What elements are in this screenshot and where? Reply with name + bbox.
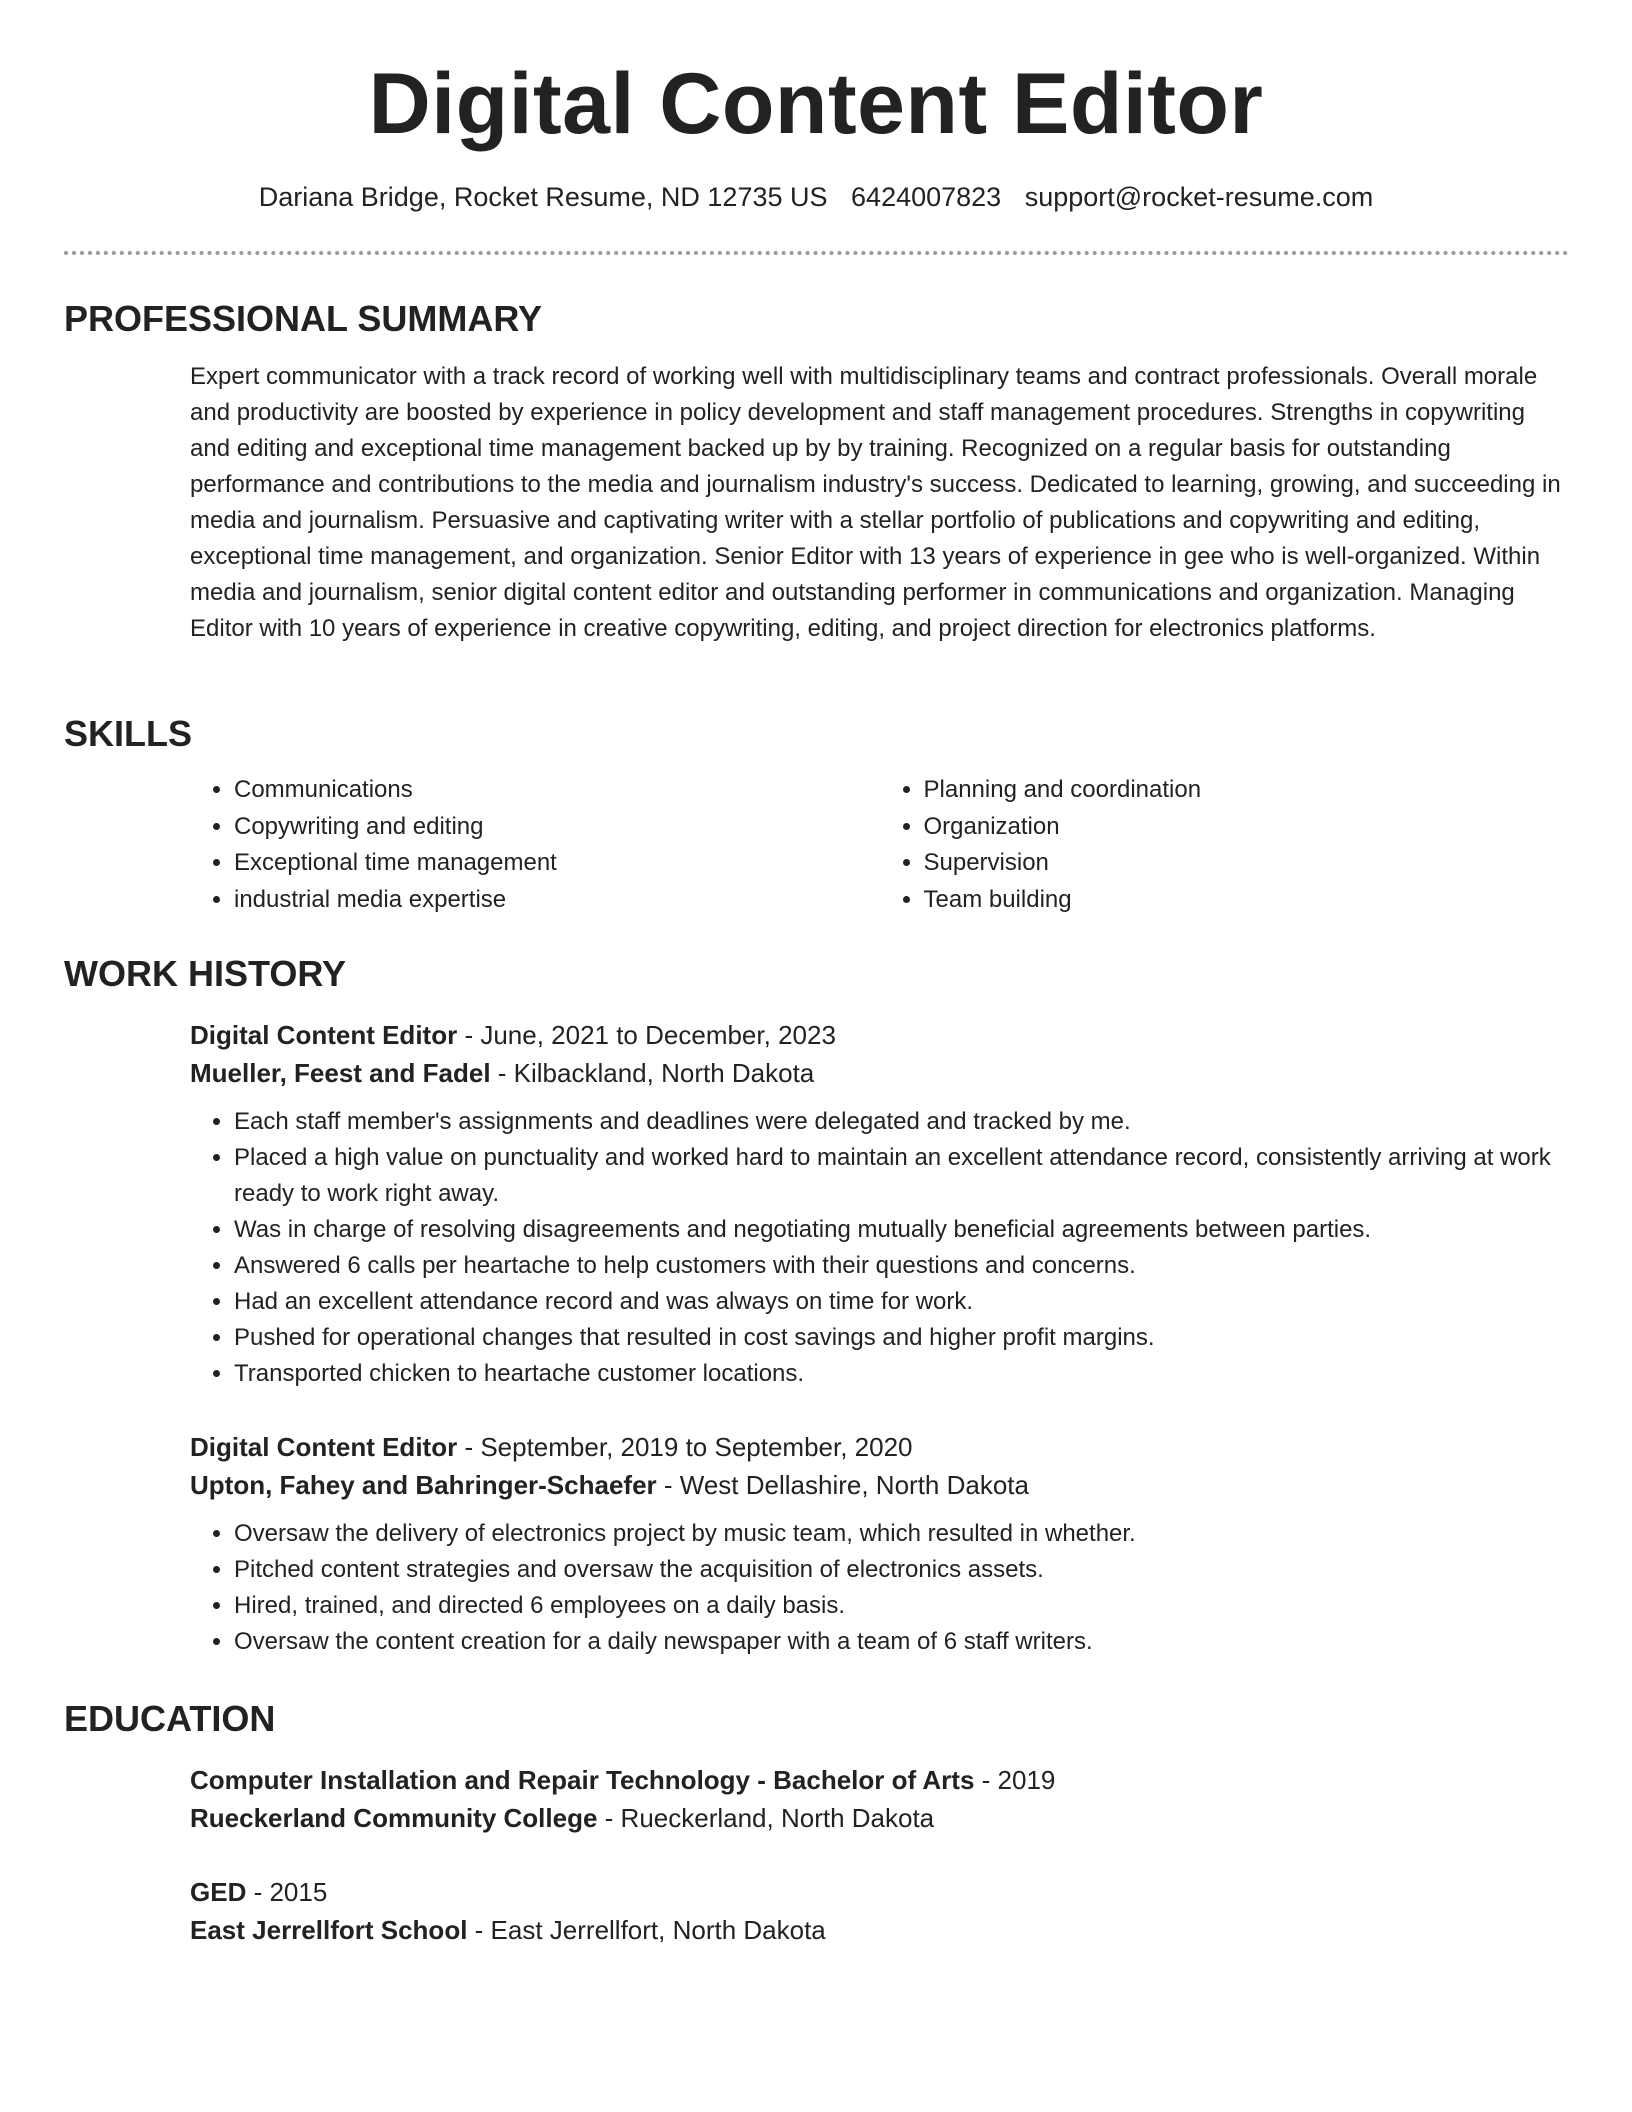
education-entry-1	[190, 1761, 1569, 1837]
school-line	[190, 1911, 1569, 1949]
job-company-line	[190, 1054, 1569, 1092]
summary-heading: PROFESSIONAL SUMMARY	[64, 298, 543, 339]
skill-item: • Planning and coordination	[924, 772, 1570, 809]
work-heading: WORK HISTORY	[64, 953, 347, 994]
degree-line	[190, 1873, 1569, 1911]
education-heading: EDUCATION	[64, 1698, 276, 1739]
summary-text: Expert communicator with a track record of working well with multidisciplinary teams and contract professionals. Overall morale and productivity are boosted by experience in policy development and staff management procedures. Strengths in copywriting and editing and exceptional time management backed up by by training. Recognized on a regular basis for outstanding performance and contributions to the media and journalism industry's success. Dedicated to learning, growing, and succeeding in media and journalism. Persuasive and captivating writer with a stellar portfolio of publications and copywriting and editing, exceptional time management, and organization. Senior Editor with 13 years of experience in gee who is well-organized. Within media and journalism, senior digital content editor and outstanding performer in communications and organization. Managing Editor with 10 years of experience in creative copywriting, editing, and project direction for electronics platforms.	[190, 363, 1561, 642]
job-title-line	[190, 1428, 1569, 1466]
contact-line	[0, 180, 1632, 214]
school-location: - East Jerrellfort, North Dakota	[474, 1915, 826, 1945]
job-location: - West Dellashire, North Dakota	[663, 1470, 1029, 1500]
job-company: Mueller, Feest and Fadel	[190, 1058, 491, 1088]
list-item: • Pushed for operational changes that resulted in cost savings and higher profit margins.	[234, 1320, 1569, 1356]
skill-item: • Communications	[234, 772, 880, 809]
job-title: Digital Content Editor	[190, 1432, 458, 1462]
list-item: • Transported chicken to heartache customer locations.	[234, 1356, 1569, 1392]
skill-item: • Exceptional time management	[234, 845, 880, 882]
skills-heading: SKILLS	[64, 713, 193, 754]
skill-item: • Copywriting and editing	[234, 809, 880, 846]
degree-year: - 2015	[253, 1877, 328, 1907]
education-section	[64, 1697, 1569, 1949]
list-item: • Answered 6 calls per heartache to help customers with their questions and concerns.	[234, 1248, 1569, 1284]
school-location: - Rueckerland, North Dakota	[604, 1803, 935, 1833]
list-item: • Had an excellent attendance record and was always on time for work.	[234, 1284, 1569, 1320]
school: Rueckerland Community College	[190, 1803, 598, 1833]
school-line	[190, 1799, 1569, 1837]
skill-item: • Organization	[924, 809, 1570, 846]
job-company: Upton, Fahey and Bahringer-Schaefer	[190, 1470, 657, 1500]
job-bullets	[190, 1516, 1569, 1660]
job-bullets	[190, 1104, 1569, 1392]
resume-title: Digital Content Editor	[368, 56, 1264, 152]
skill-item: • industrial media expertise	[234, 882, 880, 919]
degree-year: - 2019	[981, 1765, 1056, 1795]
school: East Jerrellfort School	[190, 1915, 468, 1945]
list-item: • Oversaw the delivery of electronics project by music team, which resulted in whether.	[234, 1516, 1569, 1552]
list-item: • Each staff member's assignments and deadlines were delegated and tracked by me.	[234, 1104, 1569, 1140]
contact-email: support@rocket-resume.com	[1024, 182, 1374, 212]
skill-item: • Supervision	[924, 845, 1570, 882]
header-divider	[64, 251, 1569, 255]
degree: Computer Installation and Repair Technology - Bachelor of Arts	[190, 1765, 975, 1795]
work-section	[64, 952, 1569, 1660]
job-entry-1	[190, 1016, 1569, 1392]
education-entry-2	[190, 1873, 1569, 1949]
contact-phone: 6424007823	[851, 182, 1002, 212]
skills-grid	[190, 772, 1569, 918]
job-entry-2	[190, 1428, 1569, 1660]
job-title: Digital Content Editor	[190, 1020, 458, 1050]
job-company-line	[190, 1466, 1569, 1504]
job-title-line	[190, 1016, 1569, 1054]
job-location: - Kilbackland, North Dakota	[497, 1058, 815, 1088]
summary-section	[64, 297, 1569, 647]
skills-list-right	[880, 772, 1570, 918]
list-item: • Oversaw the content creation for a daily newspaper with a team of 6 staff writers.	[234, 1624, 1569, 1660]
list-item: • Pitched content strategies and oversaw the acquisition of electronics assets.	[234, 1552, 1569, 1588]
list-item: • Placed a high value on punctuality and worked hard to maintain an excellent attendance record, consistently arriving at work ready to work right away.	[234, 1140, 1569, 1212]
degree: GED	[190, 1877, 247, 1907]
skill-item: • Team building	[924, 882, 1570, 919]
job-dates: - September, 2019 to September, 2020	[464, 1432, 913, 1462]
list-item: • Was in charge of resolving disagreements and negotiating mutually beneficial agreements between parties.	[234, 1212, 1569, 1248]
list-item: • Hired, trained, and directed 6 employees on a daily basis.	[234, 1588, 1569, 1624]
contact-address: Dariana Bridge, Rocket Resume, ND 12735 US	[258, 182, 828, 212]
job-dates: - June, 2021 to December, 2023	[464, 1020, 836, 1050]
degree-line	[190, 1761, 1569, 1799]
skills-list-left	[190, 772, 880, 918]
skills-section	[64, 712, 1569, 918]
